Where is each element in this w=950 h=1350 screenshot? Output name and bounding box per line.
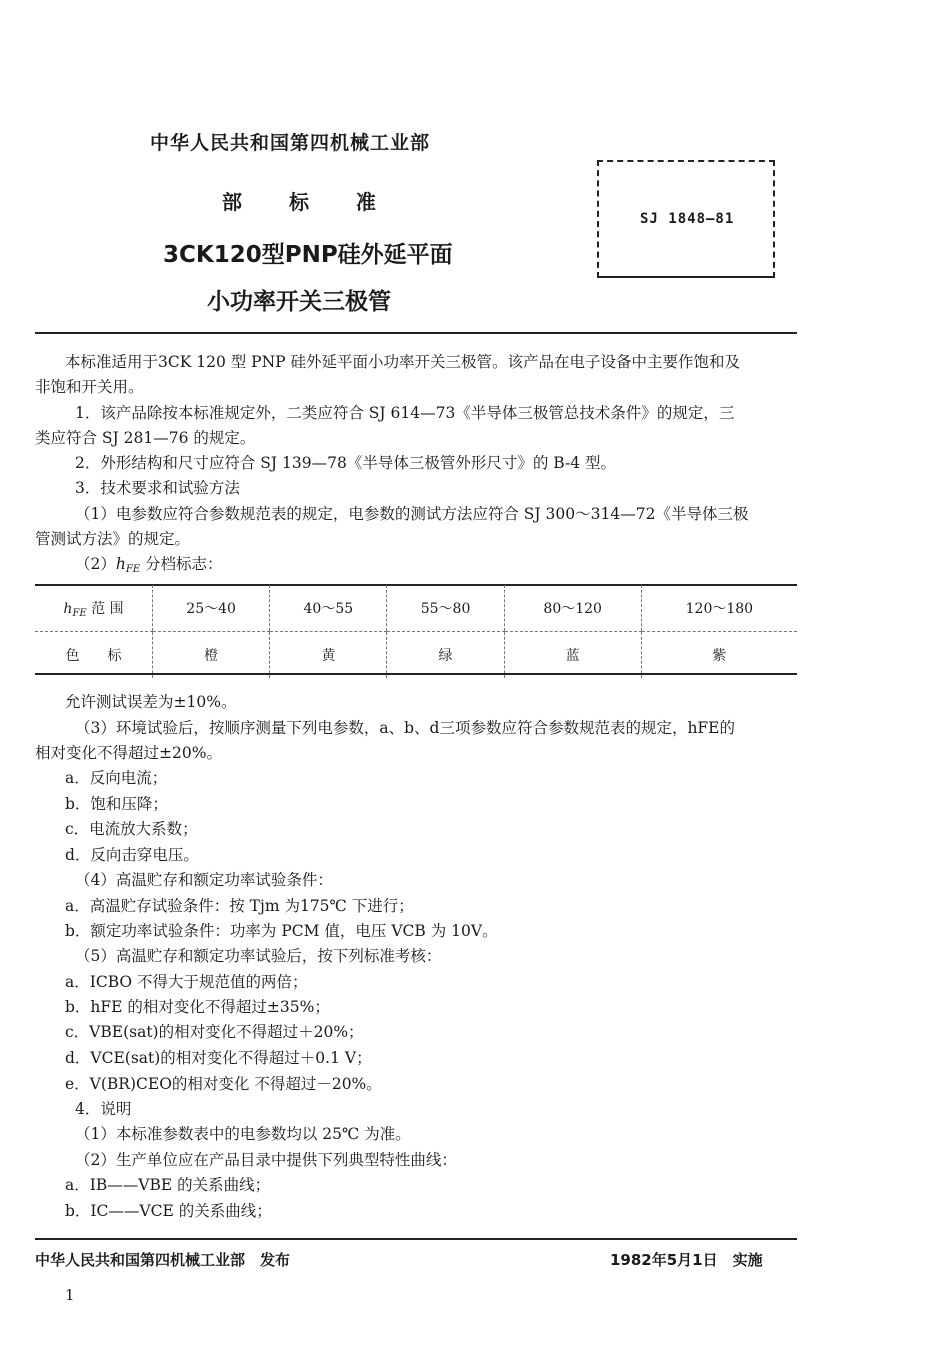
footer-effective-date: 1982年5月1日 实施 [610, 1251, 763, 1269]
clause-4-1: （1）本标准参数表中的电参数均以 25℃ 为准。 [75, 1125, 411, 1143]
range-cell: 40～55 [270, 585, 387, 632]
range-label [35, 585, 153, 632]
clause-2: 2．外形结构和尺寸应符合 SJ 139—78《半导体三极管外形尺寸》的 B-4 型。 [75, 454, 616, 472]
clause-4-2: （2）生产单位应在产品目录中提供下列典型特性曲线： [75, 1151, 457, 1169]
range-cell: 25～40 [153, 585, 270, 632]
item-d: d．反向击穿电压。 [65, 846, 199, 864]
clause-3: 3．技术要求和试验方法 [75, 479, 240, 497]
clause-3-4: （4）高温贮存和额定功率试验条件： [75, 871, 333, 889]
clause-3-2 [75, 554, 223, 580]
clause-3-3b: 相对变化不得超过±20%。 [35, 744, 222, 762]
clause-4-2a: a．IB——VBE 的关系曲线； [65, 1176, 271, 1194]
color-label: 色 标 [65, 648, 122, 664]
clause-3-1b: 管测试方法》的规定。 [35, 530, 191, 548]
standard-type: 部 标 准 [222, 190, 376, 214]
title-line1: 3CK120型PNP硅外延平面 [163, 242, 453, 268]
item-b: b．饱和压降； [65, 795, 168, 813]
table-row-range [35, 585, 797, 632]
range-label-subscript: FE [72, 607, 87, 619]
clause-4-2b: b．IC——VCE 的关系曲线； [65, 1202, 272, 1220]
color-cell: 橙 [153, 632, 270, 679]
footer-issuer: 中华人民共和国第四机械工业部 发布 [35, 1251, 291, 1269]
table-bottom-rule [35, 673, 797, 675]
clause-3-5b: b．hFE 的相对变化不得超过±35%； [65, 998, 330, 1016]
color-cell: 紫 [641, 632, 797, 679]
clause-3-4b: b．额定功率试验条件：功率为 PCM 值，电压 VCB 为 10V。 [65, 922, 498, 940]
clause-3-4a: a．高温贮存试验条件：按 Tjm 为175℃ 下进行； [65, 897, 414, 915]
header-rule [35, 332, 797, 334]
standard-number: SJ 1848—81 [640, 211, 735, 227]
range-cell: 120～180 [641, 585, 797, 632]
clause-3-5a: a．ICBO 不得大于规范值的两倍； [65, 973, 308, 991]
tolerance-note: 允许测试误差为±10%。 [65, 693, 237, 711]
clause-3-5c: c．VBE(sat)的相对变化不得超过＋20%； [65, 1023, 364, 1041]
color-cell: 蓝 [504, 632, 641, 679]
clause-3-5e: e．V(BR)CEO的相对变化 不得超过－20%。 [65, 1075, 382, 1093]
item-a: a．反向电流； [65, 769, 168, 787]
range-cell: 80～120 [504, 585, 641, 632]
range-cell: 55～80 [387, 585, 504, 632]
title-line2: 小功率开关三极管 [207, 289, 391, 315]
intro-line1: 本标准适用于3CK 120 型 PNP 硅外延平面小功率开关三极管。该产品在电子设备中主要作饱和及 [65, 353, 741, 371]
page-number: 1 [65, 1286, 75, 1304]
issuing-org: 中华人民共和国第四机械工业部 [150, 132, 431, 154]
clause-3-5: （5）高温贮存和额定功率试验后，按下列标准考核： [75, 947, 442, 965]
hfe-grade-table [35, 585, 797, 678]
clause-4: 4．说明 [75, 1100, 132, 1118]
clause-3-2-prefix: （2） [75, 555, 116, 573]
clause-3-3a: （3）环境试验后，按顺序测量下列电参数，a、b、d三项参数应符合参数规范表的规定，hFE的 [75, 719, 736, 737]
clause-1a: 1．该产品除按本标准规定外，二类应符合 SJ 614—73《半导体三极管总技术条件》的规定，三 [75, 404, 735, 422]
item-c: c．电流放大系数； [65, 820, 198, 838]
range-label-text: 范 围 [86, 600, 124, 617]
intro-line2: 非饱和开关用。 [35, 378, 144, 396]
footer-rule [35, 1238, 797, 1240]
color-cell: 绿 [387, 632, 504, 679]
range-label-symbol: h [63, 600, 73, 617]
clause-3-1a: （1）电参数应符合参数规范表的规定，电参数的测试方法应符合 SJ 300～314—72《半导体三极 [75, 505, 749, 523]
hfe-symbol: h [115, 555, 126, 573]
clause-1b: 类应符合 SJ 281—76 的规定。 [35, 429, 256, 447]
hfe-subscript: FE [125, 564, 141, 575]
clause-3-5d: d．VCE(sat)的相对变化不得超过＋0.1 V； [65, 1049, 372, 1067]
clause-3-2-suffix: 分档标志： [140, 555, 223, 573]
table-row-color [35, 632, 797, 679]
color-cell: 黄 [270, 632, 387, 679]
